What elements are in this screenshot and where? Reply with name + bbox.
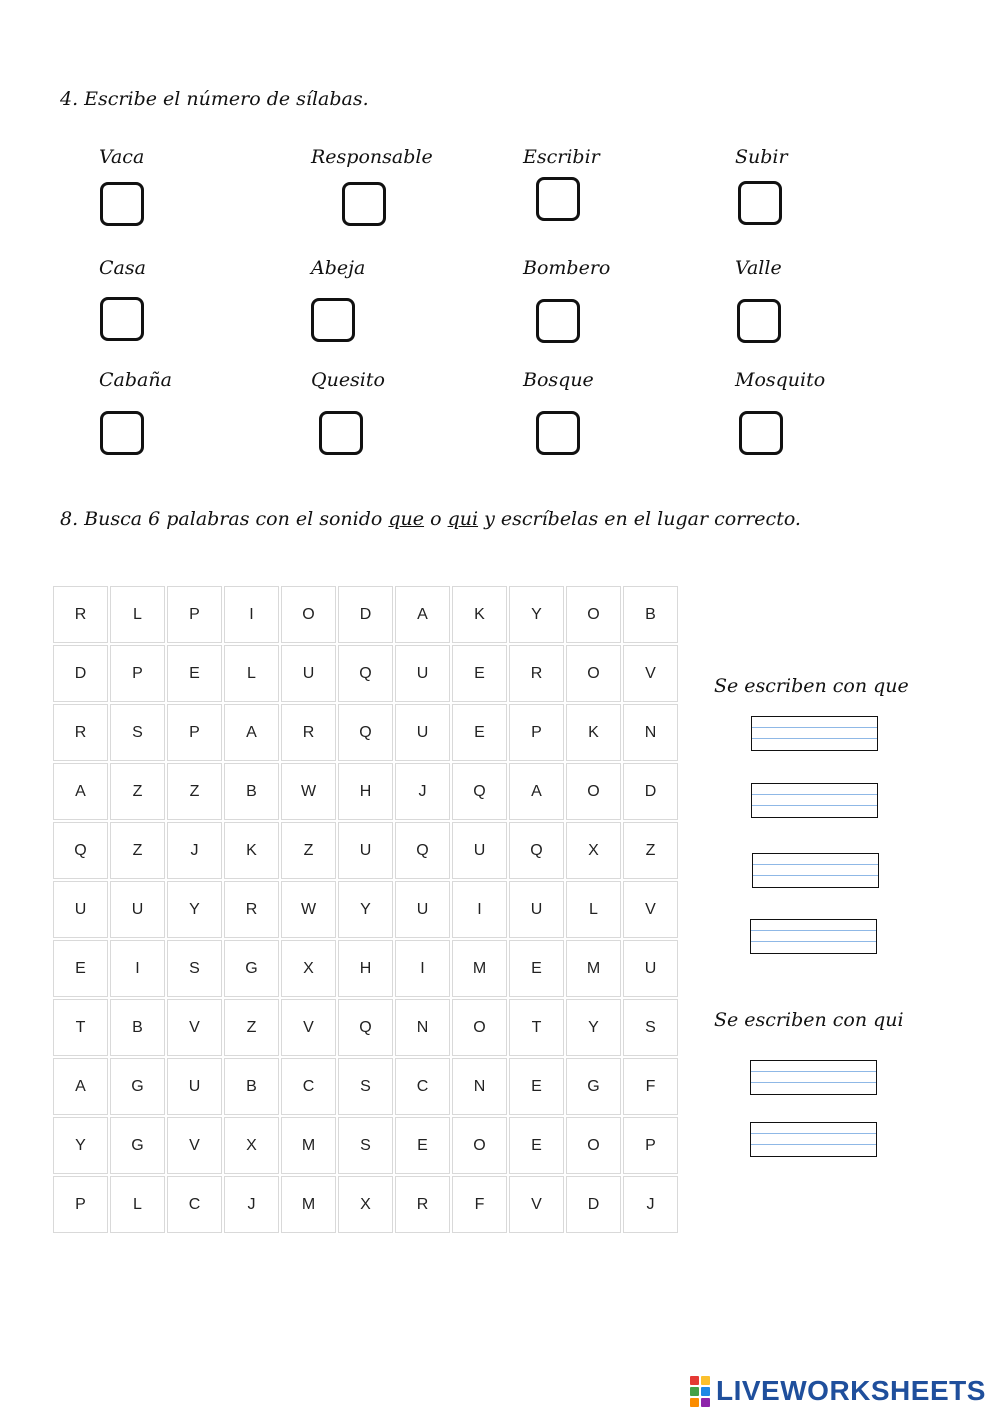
grid-cell[interactable]: Y (338, 881, 393, 938)
grid-cell[interactable]: Z (224, 999, 279, 1056)
grid-cell[interactable]: O (566, 1117, 621, 1174)
grid-cell[interactable]: F (623, 1058, 678, 1115)
grid-cell[interactable]: Z (623, 822, 678, 879)
grid-cell[interactable]: V (281, 999, 336, 1056)
grid-cell[interactable]: E (53, 940, 108, 997)
syllable-box-escribir[interactable] (536, 177, 580, 221)
syllable-box-valle[interactable] (737, 299, 781, 343)
grid-cell[interactable]: B (224, 763, 279, 820)
grid-cell[interactable]: U (167, 1058, 222, 1115)
grid-cell[interactable]: G (224, 940, 279, 997)
grid-cell[interactable]: Z (281, 822, 336, 879)
section-8-heading-suffix: y escríbelas en el lugar correcto. (478, 508, 801, 530)
que-answer-4[interactable] (750, 919, 877, 954)
grid-cell[interactable]: J (224, 1176, 279, 1233)
word-subir: Subir (735, 146, 788, 168)
grid-cell[interactable]: L (110, 586, 165, 643)
grid-cell[interactable]: R (224, 881, 279, 938)
grid-cell[interactable]: R (281, 704, 336, 761)
grid-cell[interactable]: P (167, 586, 222, 643)
section-4-heading: 4. Escribe el número de sílabas. (60, 88, 369, 110)
word-bombero: Bombero (523, 257, 611, 279)
grid-cell[interactable]: U (53, 881, 108, 938)
logo-mark-square (690, 1376, 699, 1385)
syllable-box-bombero[interactable] (536, 299, 580, 343)
grid-cell[interactable]: S (338, 1117, 393, 1174)
word-search-grid (53, 586, 678, 1233)
grid-cell[interactable]: Y (167, 881, 222, 938)
grid-cell[interactable]: R (395, 1176, 450, 1233)
grid-cell[interactable]: Q (509, 822, 564, 879)
grid-cell[interactable]: K (566, 704, 621, 761)
grid-cell[interactable]: Y (566, 999, 621, 1056)
section-8-heading (60, 508, 801, 530)
grid-cell[interactable]: A (53, 763, 108, 820)
grid-cell[interactable]: W (281, 881, 336, 938)
que-answer-2[interactable] (751, 783, 878, 818)
grid-cell[interactable]: U (395, 645, 450, 702)
qui-group-label: Se escriben con qui (714, 1009, 904, 1031)
grid-cell[interactable]: Z (110, 822, 165, 879)
grid-cell[interactable]: W (281, 763, 336, 820)
syllable-box-responsable[interactable] (342, 182, 386, 226)
grid-cell[interactable]: V (509, 1176, 564, 1233)
syllable-box-bosque[interactable] (536, 411, 580, 455)
grid-cell[interactable]: M (281, 1117, 336, 1174)
grid-cell[interactable]: I (452, 881, 507, 938)
syllable-box-subir[interactable] (738, 181, 782, 225)
grid-cell[interactable]: D (338, 586, 393, 643)
grid-cell[interactable]: X (281, 940, 336, 997)
que-answer-3[interactable] (752, 853, 879, 888)
section-8-heading-o: o (424, 508, 448, 530)
grid-cell[interactable]: U (623, 940, 678, 997)
grid-cell[interactable]: Y (509, 586, 564, 643)
grid-cell[interactable]: O (452, 999, 507, 1056)
grid-cell[interactable]: T (509, 999, 564, 1056)
grid-cell[interactable]: A (509, 763, 564, 820)
grid-cell[interactable]: Q (53, 822, 108, 879)
grid-cell[interactable]: I (110, 940, 165, 997)
logo-mark-square (690, 1387, 699, 1396)
grid-cell[interactable]: G (110, 1058, 165, 1115)
grid-cell[interactable]: H (338, 940, 393, 997)
grid-cell[interactable]: Q (338, 704, 393, 761)
grid-cell[interactable]: V (623, 645, 678, 702)
grid-cell[interactable]: D (53, 645, 108, 702)
word-quesito: Quesito (311, 369, 385, 391)
grid-cell[interactable]: Q (338, 645, 393, 702)
syllable-box-mosquito[interactable] (739, 411, 783, 455)
grid-cell[interactable]: Q (395, 822, 450, 879)
grid-cell[interactable]: S (110, 704, 165, 761)
word-responsable: Responsable (311, 146, 433, 168)
grid-cell[interactable]: S (167, 940, 222, 997)
grid-cell[interactable]: F (452, 1176, 507, 1233)
grid-cell[interactable]: M (452, 940, 507, 997)
grid-cell[interactable]: X (338, 1176, 393, 1233)
grid-cell[interactable]: R (509, 645, 564, 702)
grid-cell[interactable]: G (110, 1117, 165, 1174)
grid-cell[interactable]: U (452, 822, 507, 879)
syllable-box-cabana[interactable] (100, 411, 144, 455)
grid-cell[interactable]: B (623, 586, 678, 643)
grid-cell[interactable]: E (509, 1117, 564, 1174)
grid-cell[interactable]: K (452, 586, 507, 643)
grid-cell[interactable]: Z (167, 763, 222, 820)
syllable-box-vaca[interactable] (100, 182, 144, 226)
grid-cell[interactable]: I (395, 940, 450, 997)
word-escribir: Escribir (523, 146, 600, 168)
grid-cell[interactable]: U (395, 881, 450, 938)
word-abeja: Abeja (311, 257, 366, 279)
grid-cell[interactable]: V (623, 881, 678, 938)
grid-cell[interactable]: D (623, 763, 678, 820)
grid-cell[interactable]: L (110, 1176, 165, 1233)
grid-cell[interactable]: O (566, 586, 621, 643)
word-mosquito: Mosquito (735, 369, 826, 391)
grid-cell[interactable]: Q (338, 999, 393, 1056)
grid-cell[interactable]: E (452, 704, 507, 761)
grid-cell[interactable]: E (452, 645, 507, 702)
syllable-box-abeja[interactable] (311, 298, 355, 342)
grid-cell[interactable]: N (623, 704, 678, 761)
grid-cell[interactable]: H (338, 763, 393, 820)
grid-cell[interactable]: P (167, 704, 222, 761)
que-answer-1[interactable] (751, 716, 878, 751)
grid-cell[interactable]: P (509, 704, 564, 761)
logo-mark-square (701, 1398, 710, 1407)
word-casa: Casa (99, 257, 146, 279)
grid-cell[interactable]: C (281, 1058, 336, 1115)
grid-cell[interactable]: V (167, 999, 222, 1056)
grid-cell[interactable]: E (395, 1117, 450, 1174)
liveworksheets-logo-mark (690, 1376, 710, 1407)
grid-cell[interactable]: N (452, 1058, 507, 1115)
grid-cell[interactable]: E (509, 1058, 564, 1115)
grid-cell[interactable]: C (395, 1058, 450, 1115)
syllable-box-casa[interactable] (100, 297, 144, 341)
section-8-heading-que: que (388, 508, 425, 530)
grid-cell[interactable]: E (509, 940, 564, 997)
qui-answer-1[interactable] (750, 1060, 877, 1095)
grid-cell[interactable]: L (566, 881, 621, 938)
grid-cell[interactable]: S (623, 999, 678, 1056)
grid-cell[interactable]: V (167, 1117, 222, 1174)
grid-cell[interactable]: B (110, 999, 165, 1056)
syllable-box-quesito[interactable] (319, 411, 363, 455)
grid-cell[interactable]: J (395, 763, 450, 820)
grid-cell[interactable]: Q (452, 763, 507, 820)
grid-cell[interactable]: Y (53, 1117, 108, 1174)
section-8-heading-qui: qui (447, 508, 479, 530)
grid-cell[interactable]: M (281, 1176, 336, 1233)
grid-cell[interactable]: E (167, 645, 222, 702)
word-vaca: Vaca (99, 146, 145, 168)
grid-cell[interactable]: M (566, 940, 621, 997)
grid-cell[interactable]: N (395, 999, 450, 1056)
qui-answer-2[interactable] (750, 1122, 877, 1157)
grid-cell[interactable]: D (566, 1176, 621, 1233)
grid-cell[interactable]: T (53, 999, 108, 1056)
grid-cell[interactable]: R (53, 586, 108, 643)
grid-cell[interactable]: A (53, 1058, 108, 1115)
grid-cell[interactable]: O (452, 1117, 507, 1174)
word-valle: Valle (735, 257, 782, 279)
grid-cell[interactable]: U (395, 704, 450, 761)
logo-mark-square (701, 1387, 710, 1396)
que-group-label: Se escriben con que (714, 675, 909, 697)
grid-cell[interactable]: U (281, 645, 336, 702)
liveworksheets-logo (690, 1374, 986, 1408)
grid-cell[interactable]: O (566, 763, 621, 820)
grid-cell[interactable]: O (566, 645, 621, 702)
grid-cell[interactable]: U (338, 822, 393, 879)
grid-cell[interactable]: G (566, 1058, 621, 1115)
grid-cell[interactable]: Z (110, 763, 165, 820)
grid-cell[interactable]: S (338, 1058, 393, 1115)
grid-cell[interactable]: P (53, 1176, 108, 1233)
word-bosque: Bosque (523, 369, 594, 391)
grid-cell[interactable]: A (224, 704, 279, 761)
grid-cell[interactable]: B (224, 1058, 279, 1115)
grid-cell[interactable]: U (110, 881, 165, 938)
grid-cell[interactable]: J (167, 822, 222, 879)
grid-cell[interactable]: L (224, 645, 279, 702)
grid-cell[interactable]: X (224, 1117, 279, 1174)
grid-cell[interactable]: P (623, 1117, 678, 1174)
section-8-heading-prefix: 8. Busca 6 palabras con el sonido (60, 508, 389, 530)
grid-cell[interactable]: O (281, 586, 336, 643)
grid-cell[interactable]: K (224, 822, 279, 879)
grid-cell[interactable]: I (224, 586, 279, 643)
liveworksheets-logo-text: LIVEWORKSHEETS (716, 1375, 986, 1406)
logo-mark-square (690, 1398, 699, 1407)
grid-cell[interactable]: P (110, 645, 165, 702)
grid-cell[interactable]: A (395, 586, 450, 643)
grid-cell[interactable]: X (566, 822, 621, 879)
grid-cell[interactable]: C (167, 1176, 222, 1233)
word-cabana: Cabaña (99, 369, 172, 391)
grid-cell[interactable]: U (509, 881, 564, 938)
grid-cell[interactable]: R (53, 704, 108, 761)
logo-mark-square (701, 1376, 710, 1385)
grid-cell[interactable]: J (623, 1176, 678, 1233)
